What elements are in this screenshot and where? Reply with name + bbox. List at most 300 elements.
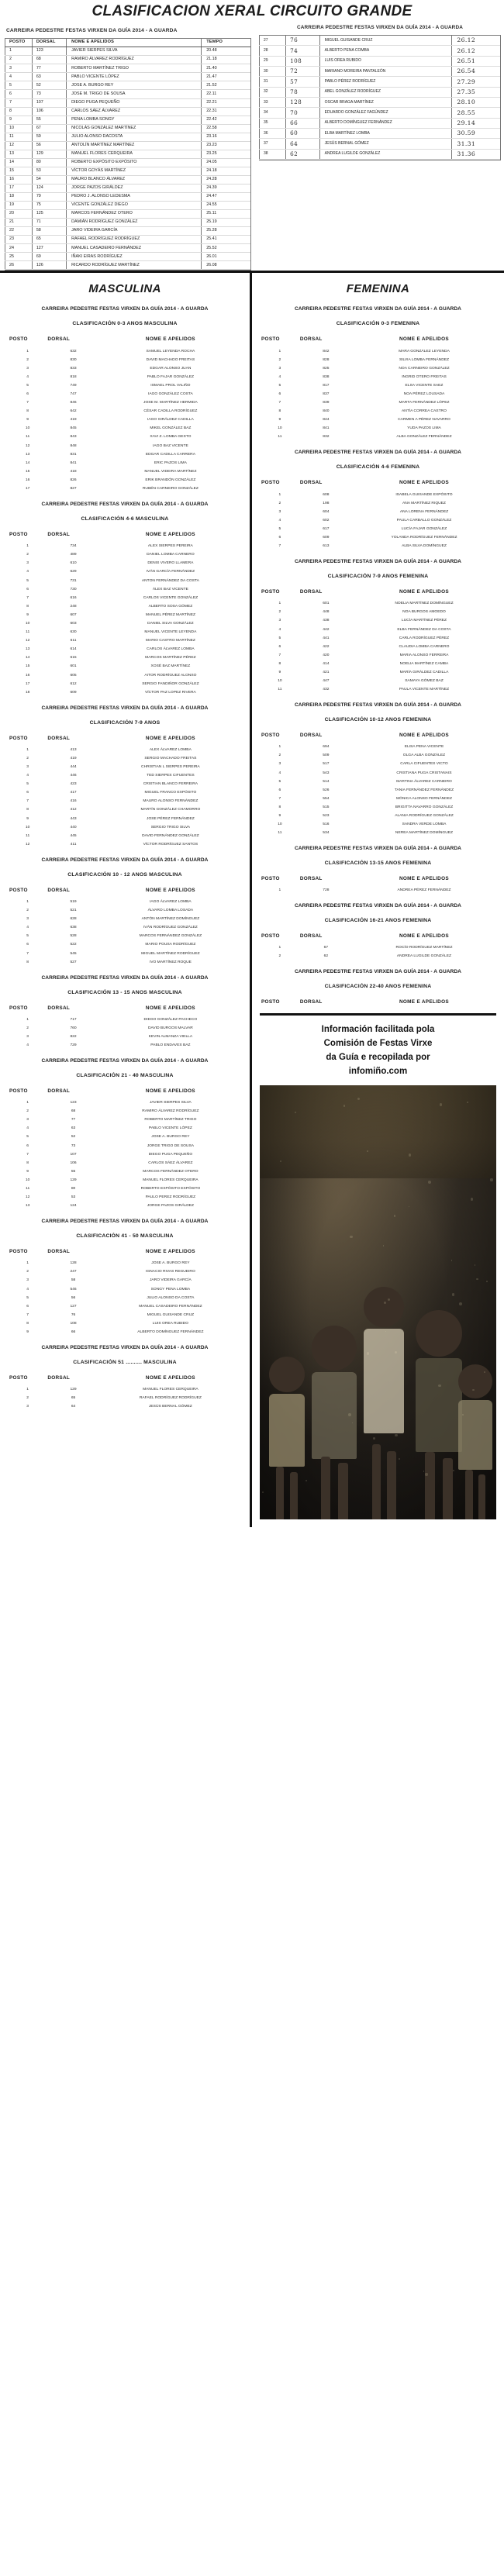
cell-posto: 36 [260,129,286,139]
race-header: CARREIRA PEDESTRE FESTAS VIRXEN DA GUÍA 2014 - A GUARDA [295,450,461,456]
classification-header: CLASIFICACIÓN 13 - 15 ANOS MASCULINA [67,989,182,995]
cell-dorsal: 817 [323,383,330,388]
photo-grain [394,1215,395,1216]
cell-posto: 2 [26,1026,29,1030]
cell-posto: 14 [25,656,30,660]
cell-dorsal: 56 [32,141,66,150]
table-row [8,416,242,425]
cell-dorsal: 65 [71,1396,76,1401]
cell-nome: ALBA SILVA DOMÍNGUEZ [402,544,447,549]
cell-tempo: 22.58 [202,124,250,133]
table-row [5,81,251,90]
cell-dorsal: 842 [323,349,330,353]
cell-dorsal: 128 [70,1261,77,1266]
cell-nome: EDUARDO GONZÁLEZ FAGÚNDEZ [319,108,452,118]
cell-posto: 10 [278,679,282,684]
cell-dorsal: 72 [286,67,319,77]
classification-table [8,1088,242,1211]
cell-posto: 3 [26,1278,29,1283]
cell-posto: 9 [26,418,29,422]
table-row [260,408,496,416]
cell-nome: MARIA ALONSO FERREIRA [399,653,449,657]
cell-nome: ANTON FERNÁNDEZ DA COSTA [141,578,199,583]
table-row [5,141,251,150]
cell-dorsal: 442 [323,627,330,632]
cell-posto: 11 [278,435,282,440]
cell-dorsal: 65 [32,236,66,244]
table-row [260,795,496,804]
classification-table [8,735,242,850]
photo-figure-head [312,1326,357,1371]
table-row [260,129,501,139]
cell-nome: CLAUDIA LOMBA CARNERO [399,644,450,649]
cell-posto: 2 [278,753,281,758]
cell-tempo: 25.28 [202,227,250,236]
cell-posto: 26 [5,261,33,270]
table-row [8,468,242,477]
table-row [8,689,242,698]
table-row [8,460,242,468]
table-row [5,244,251,253]
photo-grain [262,1491,264,1493]
table-header-row [8,735,242,747]
race-header: CARREIRA PEDESTRE FESTAS VIRXEN DA GUÍA 2014 - A GUARDA [41,1345,209,1351]
cell-dorsal: 489 [70,553,77,557]
col-dorsal: DORSAL [299,589,323,595]
cell-nome: LUCÍA FAJAR GONZÁLEZ [401,526,447,531]
cell-posto: 4 [26,1126,29,1131]
table-header-row [8,1248,242,1260]
cell-posto: 9 [278,418,281,422]
cell-nome: ROBERTO EXPÓSITO EXPÓSITO [67,158,202,167]
cell-nome: RAFAEL RODRÍGUEZ RODRÍGUEZ [139,1396,202,1401]
cell-nome: OLGA ALBA GONZÁLEZ [402,753,446,758]
cell-dorsal: 58 [71,1278,76,1283]
cell-posto: 38 [260,149,286,159]
cell-dorsal: 608 [323,492,330,497]
cell-posto: 3 [26,1405,29,1409]
photo-grain [350,1236,352,1238]
table-header-row [260,336,496,347]
cell-dorsal: 837 [323,392,330,397]
cell-posto: 29 [260,56,286,66]
cell-nome: ANA MARTÍNEZ RIQUEZ [402,501,446,505]
cell-dorsal: 108 [286,56,319,66]
cell-tempo: 24.28 [202,175,250,184]
cell-posto: 5 [26,383,29,388]
cell-nome: CARLOS ÁLVAREZ LOMBA [147,647,195,652]
table-row [8,1133,242,1142]
cell-posto: 4 [26,374,29,379]
cell-dorsal: 822 [70,1034,77,1039]
cell-dorsal: 517 [323,762,330,767]
cell-nome: KEVIN ALMANZA VIELLA [148,1034,193,1039]
cell-nome: ERIC PAZOS LIMA [154,460,187,465]
cell-tempo: 26.54 [452,67,500,77]
table-row [260,87,501,97]
classification-header: CLASIFICACIÓN 21 - 40 MASCULINA [76,1072,174,1078]
cell-nome: JULIO ALONSO DACOSTA [67,133,202,141]
table-row [5,98,251,107]
table-header-row [8,1005,242,1016]
cell-dorsal: 841 [70,460,77,465]
table-header-row [260,732,496,743]
classification-table [260,336,496,442]
cell-dorsal: 445 [70,833,77,838]
table-row [8,646,242,654]
cell-dorsal: 729 [70,1043,77,1047]
cell-nome: MANUEL FLORES CERQUEIRA [67,150,202,158]
cell-tempo: 24.05 [202,158,250,167]
cell-dorsal: 106 [32,107,66,116]
cell-dorsal: 830 [70,357,77,362]
table-row [8,671,242,680]
cell-nome: ELBA MARTÍNEZ LOMBA [319,129,452,139]
photo-grain [453,1470,454,1471]
photo-figure-leg [478,1474,486,1519]
cell-nome: SERGIO FANDIÑOR GONZÁLEZ [142,681,199,686]
col-dorsal: DORSAL [47,1375,71,1381]
race-header: CARREIRA PEDESTRE FESTAS VIRXEN DA GUÍA 2014 - A GUARDA [41,705,209,711]
cell-nome: NICOLÁS GONZÁLEZ MARTÍNEZ [67,124,202,133]
table-row [8,1160,242,1168]
cell-dorsal: 432 [323,688,330,692]
cell-nome: SONGY PENA LOMBA [150,1287,191,1291]
cell-posto: 16 [5,175,33,184]
cell-posto: 10 [25,825,30,829]
table-row [8,806,242,815]
cell-posto: 9 [278,814,281,819]
cell-posto: 16 [25,478,30,482]
cell-posto: 3 [5,64,33,73]
cell-posto: 9 [278,670,281,674]
table-row [8,451,242,460]
cell-posto: 6 [278,644,281,649]
cell-nome: RAMIRO ÁLVAREZ RODRÍGUEZ [142,1109,199,1114]
col-nome: NOME E APELIDOS [399,876,449,882]
table-row [8,620,242,629]
table-row [260,36,501,46]
cell-nome: ANDREA LUGILDE GONZÁLEZ [319,149,452,159]
cell-nome: JESÚS BERNAL GÓMEZ [319,139,452,149]
cell-posto: 8 [278,661,281,666]
cell-posto: 12 [25,842,30,847]
table-row [8,1329,242,1337]
cell-nome: MARTA FERNÁNDEZ LÓPEZ [399,401,450,405]
photo-grain [425,1473,427,1475]
table-row [8,798,242,806]
col-dorsal: DORSAL [47,735,71,741]
cell-dorsal: 125 [32,210,66,219]
table-row [8,603,242,612]
cell-nome: MAURO BLANCO ÁLVAREZ [67,175,202,184]
cell-nome: IAGO GONZÁLEZ COSTA [147,392,193,397]
cell-nome: ROBERTO MARTÍNEZ TRIGO [67,64,202,73]
table-row [260,778,496,787]
col-nome: NOME E APELIDOS [145,735,195,741]
cell-posto: 3 [26,1118,29,1122]
cell-dorsal: 730 [70,587,77,591]
cell-posto: 2 [26,1270,29,1274]
cell-posto: 6 [26,587,29,591]
cell-dorsal: 416 [70,799,77,804]
cell-nome: ALBERTO PENA COMBA [319,46,452,56]
col-posto: POSTO [261,999,280,1005]
cell-dorsal: 838 [323,374,330,379]
cell-nome: NOELIA MARTÍNEZ CAMBA [399,661,449,666]
photo-figure-body [458,1400,492,1470]
col-dorsal: DORSAL [299,933,323,940]
cell-posto: 27 [260,36,286,46]
cell-nome: JOSE M. TRIGO DE SOUSA [67,90,202,98]
photo-figure-head [458,1364,492,1398]
table-row [5,227,251,236]
cell-dorsal: 614 [70,647,77,652]
table-row [8,1042,242,1050]
cell-dorsal: 527 [70,960,77,964]
cell-dorsal: 638 [70,926,77,930]
cell-dorsal: 447 [323,679,330,684]
col-posto: POSTO [9,336,28,343]
table-row [8,1099,242,1108]
cell-posto: 34 [260,108,286,118]
cell-dorsal: 444 [70,765,77,770]
cell-posto: 6 [278,536,281,540]
cell-dorsal: 56 [71,1295,76,1300]
table-header-row [260,479,496,491]
cell-posto: 10 [278,426,282,431]
cell-dorsal: 734 [70,544,77,549]
cell-nome: VÍCTOR RODRÍGUEZ SANTOS [143,842,198,847]
col-nome: NOME E APELIDOS [145,532,195,538]
cell-nome: DAVID FERNÁNDEZ GONZÁLEZ [142,833,199,838]
table-row [5,150,251,158]
cell-posto: 13 [25,452,30,457]
cell-dorsal: 642 [70,409,77,414]
cell-dorsal: 419 [70,418,77,422]
cell-tempo: 22.42 [202,116,250,124]
cell-nome: MARTÍN GONZÁLEZ CHAMORRO [140,808,201,812]
cell-nome: SANDRA VERDE LOMBA [402,822,447,827]
cell-posto: 7 [278,796,281,801]
category-columns [0,271,504,1526]
cell-dorsal: 248 [70,604,77,609]
cell-dorsal: 546 [70,1287,77,1291]
cell-dorsal: 128 [286,98,319,108]
cell-posto: 2 [26,756,29,760]
cell-posto: 2 [26,357,29,362]
cell-posto: 1 [26,747,29,752]
cell-dorsal: 68 [32,56,66,64]
race-header: CARREIRA PEDESTRE FESTAS VIRXEN DA GUÍA 2014 - A GUARDA [295,846,461,852]
cell-dorsal: 127 [32,244,66,253]
cell-nome: RAFAEL RODRÍGUEZ RODRÍGUEZ [67,236,202,244]
cell-nome: YOLANDA RODRÍGUEZ FERNÁNDEZ [391,536,457,540]
table-row [8,1016,242,1025]
table-row [260,760,496,769]
cell-posto: 2 [26,553,29,557]
table-row [8,1177,242,1185]
table-row [260,953,496,961]
cell-dorsal: 534 [323,831,330,836]
cell-posto: 1 [278,888,281,893]
table-row [8,1168,242,1177]
cell-dorsal: 528 [70,934,77,939]
table-row [260,752,496,760]
cell-posto: 8 [5,107,33,116]
table-row [260,416,496,425]
cell-tempo: 29.14 [452,118,500,128]
cell-dorsal: 412 [70,808,77,812]
cell-dorsal: 448 [323,610,330,615]
cell-nome: MIGUEL GUISANDE CRUZ [319,36,452,46]
cell-tempo: 22.31 [202,107,250,116]
table-row [260,149,501,159]
cell-nome: OSCAR BRAGA MARTÍNEZ [319,98,452,108]
table-row [8,382,242,391]
table-row [8,772,242,781]
table-row [5,47,251,56]
credit-line-3: da Guía e recopilada por [326,1053,430,1063]
photo-figure-leg [372,1444,381,1519]
cell-posto: 1 [5,47,33,56]
col-nome: NOME E APELIDOS [399,733,449,739]
cell-nome: IÑAKI EIRAS RODRÍGUEZ [67,253,202,261]
table-row [8,1194,242,1202]
table-row [8,586,242,595]
cell-posto: 7 [278,653,281,657]
classification-header: CLASIFICACIÓN 41 - 50 MASCULINA [76,1233,174,1240]
cell-posto: 7 [26,1312,29,1317]
photo-figure-leg [338,1463,348,1519]
cell-nome: PENA LOMBA SONGY [67,116,202,124]
table-row [8,374,242,382]
cell-nome: MARÍA GIRÁLDEZ CADILLA [399,670,449,674]
cell-tempo: 21.18 [202,56,250,64]
cell-nome: ISMAEL PROL VALIÑO [150,383,191,388]
cell-posto: 2 [278,357,281,362]
cell-dorsal: 604 [323,509,330,514]
race-header: CARREIRA PEDESTRE FESTAS VIRXEN DA GUÍA 2014 - A GUARDA [41,502,209,508]
cell-nome: DANIEL LOMBA CARNERO [147,553,195,557]
col-dorsal: DORSAL [299,336,323,343]
photo-figure-leg [443,1458,453,1519]
table-row [8,681,242,689]
col-posto: POSTO [5,39,33,47]
cell-posto: 30 [260,67,286,77]
table-row [8,1033,242,1042]
table-header-row [260,875,496,887]
cell-posto: 5 [278,383,281,388]
cell-nome: DAMIÁN RODRÍGUEZ GONZÁLEZ [67,219,202,227]
cell-dorsal: 422 [323,644,330,649]
table-row [8,950,242,958]
table-row [260,543,496,551]
cell-dorsal: 129 [70,1388,77,1392]
table-row [8,1295,242,1303]
cell-posto: 25 [5,253,33,261]
cell-dorsal: 75 [32,202,66,210]
cell-posto: 22 [5,227,33,236]
cell-tempo: 31.31 [452,139,500,149]
cell-dorsal: 607 [70,612,77,617]
col-posto: POSTO [261,480,280,486]
table-row [260,652,496,660]
cell-nome: PAULA CARBALLO GONZÁLEZ [396,518,452,522]
top-scans-row [0,22,504,271]
cell-posto: 6 [5,90,33,98]
cell-dorsal: 609 [323,536,330,540]
cell-nome: CHRISTIAN L SIERPES PEREIRA [141,765,200,770]
cell-nome: MANUEL CASADEIRO FERNÁNDEZ [67,244,202,253]
table-row [260,829,496,838]
cell-dorsal: 441 [323,636,330,640]
cell-posto: 4 [5,73,33,81]
cell-dorsal: 818 [70,374,77,379]
cell-dorsal: 73 [32,90,66,98]
col-nome: NOME E APELIDOS [399,933,449,940]
col-posto: POSTO [261,589,280,595]
cell-posto: 17 [25,487,30,491]
cell-posto: 9 [5,116,33,124]
table-header-row [8,336,242,347]
cell-dorsal: 615 [70,656,77,660]
credit-line-2: Comisión de Festas Virxe [323,1039,433,1049]
table-row [5,253,251,261]
cell-nome: IGNACIO RIVAS REGUEIRO [145,1270,195,1274]
cell-nome: JORGE PAZOS GIRÁLDEZ [147,1204,194,1209]
cell-posto: 6 [26,791,29,795]
credit-line-1: Información facilitada pola [321,1025,435,1035]
classification-table [260,479,496,551]
table-row [8,551,242,560]
cell-posto: 8 [278,805,281,809]
cell-posto: 11 [26,833,30,838]
cell-dorsal: 107 [70,1152,77,1157]
cell-posto: 13 [25,1204,30,1209]
femenina-column [252,273,504,1526]
cell-dorsal: 127 [70,1304,77,1309]
table-row [8,1403,242,1412]
col-nome: NOME E APELIDOS [145,336,195,343]
col-nome: NOME E APELIDOS [399,589,449,595]
col-posto: POSTO [9,735,28,741]
cell-dorsal: 67 [32,124,66,133]
cell-nome: PABLO PÉREZ RODRÍGUEZ [319,77,452,87]
cell-nome: CARLOS SÁEZ ÁLVAREZ [67,107,202,116]
cell-posto: 2 [26,1396,29,1401]
photo-grain [384,1302,386,1304]
cell-posto: 8 [26,1160,29,1165]
scan-left-header: CARREIRA PEDESTRE FESTAS VIRXEN DA GUÍA 2014 - A GUARDA [6,28,178,33]
table-row [260,433,496,442]
cell-tempo: 31.36 [452,149,500,159]
cell-posto: 17 [25,681,30,686]
cell-nome: ALEX ÁLVAREZ LOMBA [149,747,192,752]
cell-posto: 11 [278,688,282,692]
cell-tempo: 30.59 [452,129,500,139]
photo-figure-head [416,1310,462,1357]
photo-figure-leg [321,1457,331,1519]
cell-dorsal: 63 [32,73,66,81]
table-row [8,1277,242,1285]
cell-posto: 7 [278,544,281,549]
cell-posto: 1 [278,745,281,750]
photo-figure-leg [290,1472,298,1519]
cell-posto: 4 [26,1043,29,1047]
cell-posto: 11 [26,1187,30,1191]
table-row [5,124,251,133]
